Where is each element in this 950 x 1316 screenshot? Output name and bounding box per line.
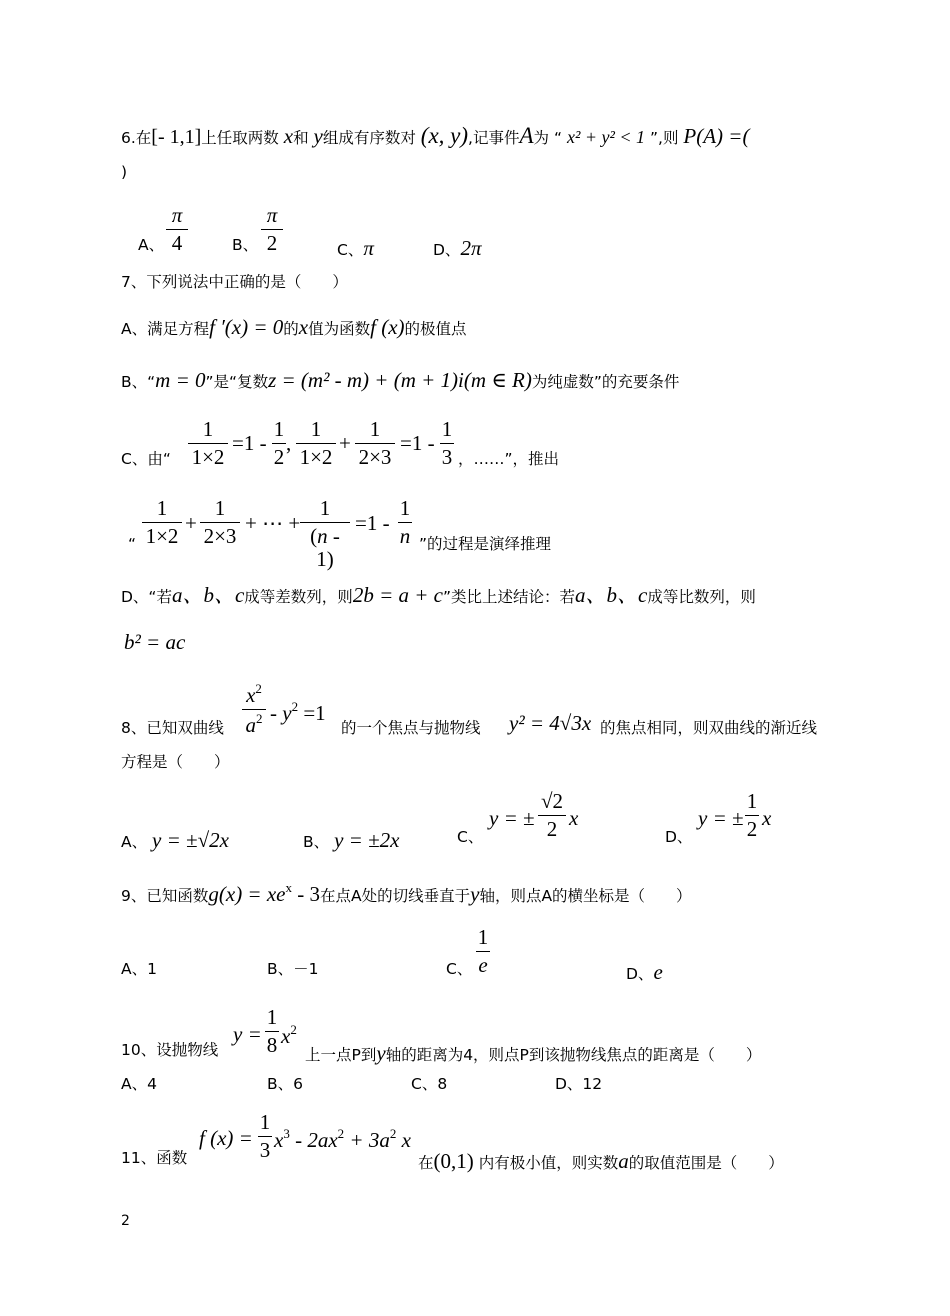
page-number: 2 bbox=[121, 1213, 130, 1229]
q9-stem: 9、已知函数$g(x) = xe^x - 3$在点A处的切线垂直于y轴，则点A的横坐标是（ ） bbox=[121, 880, 692, 906]
q8-option-c-fraction: √2 2 bbox=[538, 790, 566, 841]
q6-option-c: C、π bbox=[337, 236, 374, 260]
q7-option-d-line2: b² = ac bbox=[124, 630, 186, 654]
q7-c-frac-1: 1 1×2 bbox=[188, 418, 228, 469]
q10-option-c: C、8 bbox=[411, 1075, 448, 1093]
q10-parabola-fraction: 1 8 bbox=[266, 1005, 278, 1058]
q8-line2: 方程是（ ） bbox=[121, 753, 230, 771]
q6-close-paren: ) bbox=[121, 163, 128, 181]
q7-c2-frac-2: 1 2×3 bbox=[200, 497, 240, 548]
q9-option-a: A、1 bbox=[121, 960, 157, 978]
q11-fraction: 1 3 bbox=[259, 1110, 271, 1163]
q7-stem: 7、下列说法中正确的是（ ） bbox=[121, 273, 348, 291]
q11-stem-rest: 在(0,1) 内有极小值，则实数a的取值范围是（ ） bbox=[418, 1149, 784, 1173]
q6-option-a-label: A、 bbox=[138, 236, 165, 254]
q11-function-rest: $x^3 - 2ax^2 + 3a^2$ x bbox=[274, 1126, 411, 1152]
q7-option-b: B、“m = 0”是“复数z = (m² - m) + (m + 1)i(m ∈ R)为纯虚数”的充要条件 bbox=[121, 368, 680, 392]
q7-c-frac-4: 1 2×3 bbox=[355, 418, 395, 469]
q7-c-frac-5: 1 3 bbox=[441, 417, 453, 470]
q9-option-b: B、－1 bbox=[267, 960, 319, 978]
q8-parabola: y² = 4√3x bbox=[509, 711, 592, 735]
q7-c-frac-2: 1 2 bbox=[273, 417, 285, 470]
q7-option-c-end: ，……”，推出 bbox=[458, 450, 560, 468]
q9-option-d: D、e bbox=[626, 960, 663, 984]
q8-option-c-label: C、 bbox=[457, 828, 484, 846]
q10-option-b: B、6 bbox=[267, 1075, 303, 1093]
q9-option-c-label: C、 bbox=[446, 960, 473, 978]
q6-option-d: D、2π bbox=[433, 236, 482, 260]
q8-option-a: A、 y = ±√2x bbox=[121, 828, 229, 852]
q8-option-d-label: D、 bbox=[665, 828, 693, 846]
q7-c2-frac-1: 1 1×2 bbox=[142, 497, 182, 548]
q8-option-d-fraction: 1 2 bbox=[746, 789, 758, 842]
q7-c2-frac-4: 1 n bbox=[399, 496, 411, 549]
q8-mid: 的一个焦点与抛物线 bbox=[341, 719, 481, 737]
q8-option-b: B、 y = ±2x bbox=[303, 828, 400, 852]
q7-option-c-label: C、由“ bbox=[121, 450, 171, 468]
q7-c-frac-3: 1 1×2 bbox=[296, 418, 336, 469]
q8-hyperbola-rest: - $y^2 =1$ bbox=[270, 699, 326, 725]
q9-option-c-fraction: 1 e bbox=[477, 925, 489, 978]
q11-prefix: 11、函数 bbox=[121, 1149, 188, 1167]
q8-prefix: 8、已知双曲线 bbox=[121, 719, 224, 737]
q7-option-c-conclusion: ”的过程是演绎推理 bbox=[419, 535, 552, 553]
q10-option-d: D、12 bbox=[555, 1075, 603, 1093]
q7-option-a: A、满足方程f ′(x) = 0的x值为函数f (x)的极值点 bbox=[121, 315, 467, 339]
q7-c2-frac-3: 1 (n - 1) bbox=[300, 497, 350, 571]
q6-line: 6.在[- 1,1]上任取两数 x和 y组成有序数对 (x, y),记事件A为 “ x² + y² < 1 ”,则 P(A) =( bbox=[121, 123, 750, 148]
q10-prefix: 10、设抛物线 bbox=[121, 1041, 219, 1059]
q10-option-a: A、4 bbox=[121, 1075, 157, 1093]
q6-option-a-fraction: π 4 bbox=[166, 204, 188, 255]
q10-stem-rest: 上一点P到y轴的距离为4，则点P到该抛物线焦点的距离是（ ） bbox=[305, 1041, 762, 1065]
q8-hyperbola-fraction: $x^2$ $a^2$ bbox=[242, 682, 266, 737]
q8-end: 的焦点相同，则双曲线的渐近线 bbox=[600, 719, 818, 737]
q7-option-d: D、“若a、b、c成等差数列，则2b = a + c”类比上述结论：若a、b、c成等比数列，则 bbox=[121, 583, 756, 607]
q6-option-b-label: B、 bbox=[232, 236, 259, 254]
q6-option-b-fraction: π 2 bbox=[261, 204, 283, 255]
